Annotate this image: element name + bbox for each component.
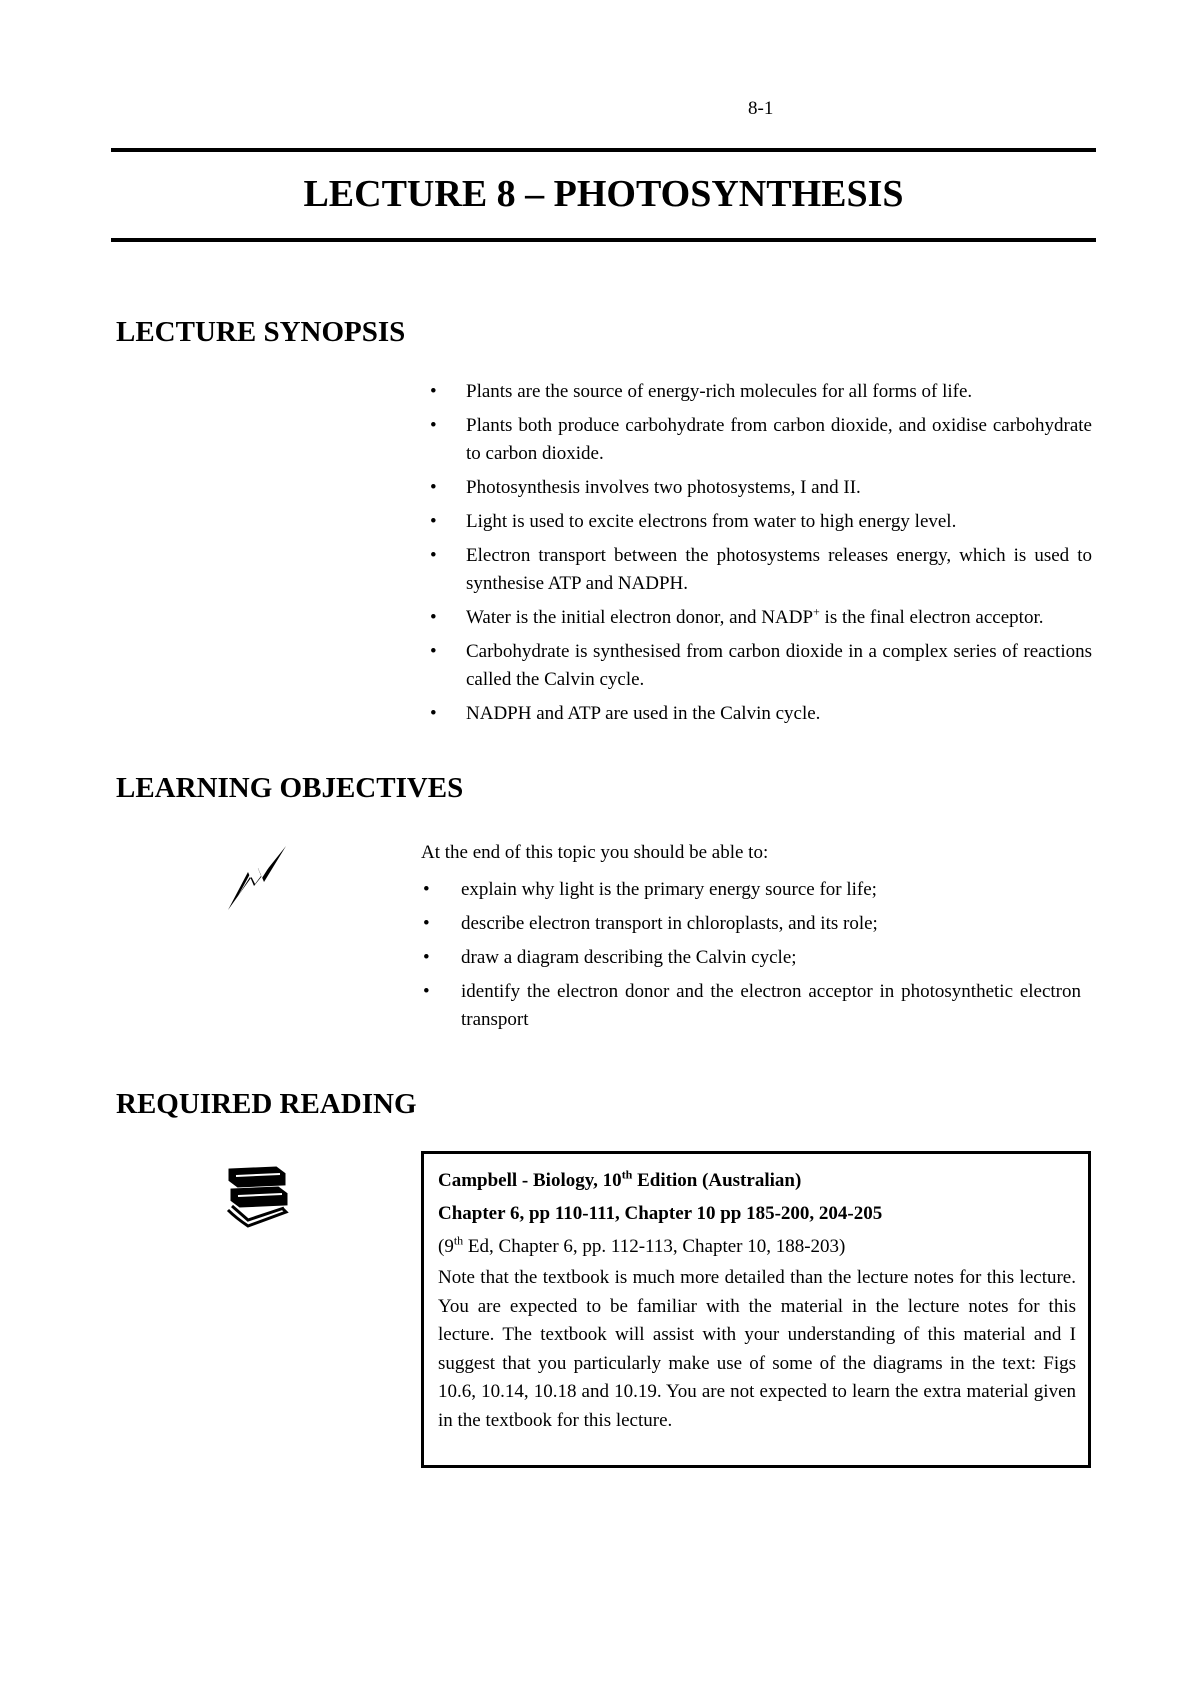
books-icon — [226, 1162, 290, 1230]
list-item-text: Light is used to excite electrons from water to high energy level. — [466, 511, 957, 532]
list-item-text: Plants both produce carbohydrate from carbon dioxide, and oxidise carbohydrate to carbon dioxide. — [466, 415, 1092, 464]
list-item-text: is the final electron acceptor. — [819, 607, 1044, 628]
list-item — [423, 910, 1081, 938]
list-item — [430, 638, 1092, 694]
list-item-text: Photosynthesis involves two photosystems, I and II. — [466, 477, 861, 498]
book-title: Campbell - Biology, 10th Edition (Australian) — [438, 1167, 802, 1191]
reading-box — [421, 1151, 1091, 1468]
reading-heading: REQUIRED READING — [116, 1088, 417, 1120]
objectives-list — [423, 876, 1081, 1040]
page-number: 8-1 — [748, 98, 774, 119]
synopsis-list — [430, 378, 1092, 734]
title-top-rule — [111, 148, 1096, 152]
list-item — [423, 978, 1081, 1034]
reading-note: Note that the textbook is much more detailed than the lecture notes for this lecture. You are expected to be familiar with the material in the lecture notes for this lecture. The textbook will assist with your understanding of this material and I suggest that you particularly make use of some of the diagrams in the text: Figs 10.6, 10.14, 10.18 and 10.19. You are not expected to learn the extra material given in the textbook for this lecture. — [438, 1267, 1076, 1431]
list-item — [423, 876, 1081, 904]
list-item — [430, 700, 1092, 728]
list-item-text: describe electron transport in chloroplasts, and its role; — [461, 913, 878, 934]
list-item — [430, 378, 1092, 406]
page-title: LECTURE 8 – PHOTOSYNTHESIS — [303, 173, 904, 215]
book-chapters: Chapter 6, pp 110-111, Chapter 10 pp 185-200, 204-205 — [438, 1203, 883, 1224]
list-item — [430, 604, 1092, 632]
objectives-heading: LEARNING OBJECTIVES — [116, 772, 464, 804]
list-item-text: identify the electron donor and the electron acceptor in photosynthetic electron transport — [461, 981, 1081, 1030]
list-item-text: Electron transport between the photosystems releases energy, which is used to synthesise ATP and NADPH. — [466, 545, 1092, 594]
alt-edition: (9th Ed, Chapter 6, pp. 112-113, Chapter 10, 188-203) — [438, 1233, 846, 1257]
list-item-text: Carbohydrate is synthesised from carbon dioxide in a complex series of reactions called the Calvin cycle. — [466, 641, 1092, 690]
list-item-text: explain why light is the primary energy source for life; — [461, 879, 877, 900]
list-item-text: draw a diagram describing the Calvin cycle; — [461, 947, 797, 968]
superscript: + — [813, 604, 820, 619]
title-bottom-rule — [111, 238, 1096, 242]
list-item — [423, 944, 1081, 972]
list-item — [430, 542, 1092, 598]
objectives-intro: At the end of this topic you should be able to: — [421, 842, 769, 863]
list-item-text: Plants are the source of energy-rich molecules for all forms of life. — [466, 381, 973, 402]
lightning-bolt-icon — [224, 844, 288, 912]
list-item — [430, 412, 1092, 468]
list-item — [430, 474, 1092, 502]
list-item-text: Water is the initial electron donor, and NADP — [466, 607, 814, 628]
list-item — [430, 508, 1092, 536]
synopsis-heading: LECTURE SYNOPSIS — [116, 316, 406, 348]
list-item-text: NADPH and ATP are used in the Calvin cycle. — [466, 703, 821, 724]
